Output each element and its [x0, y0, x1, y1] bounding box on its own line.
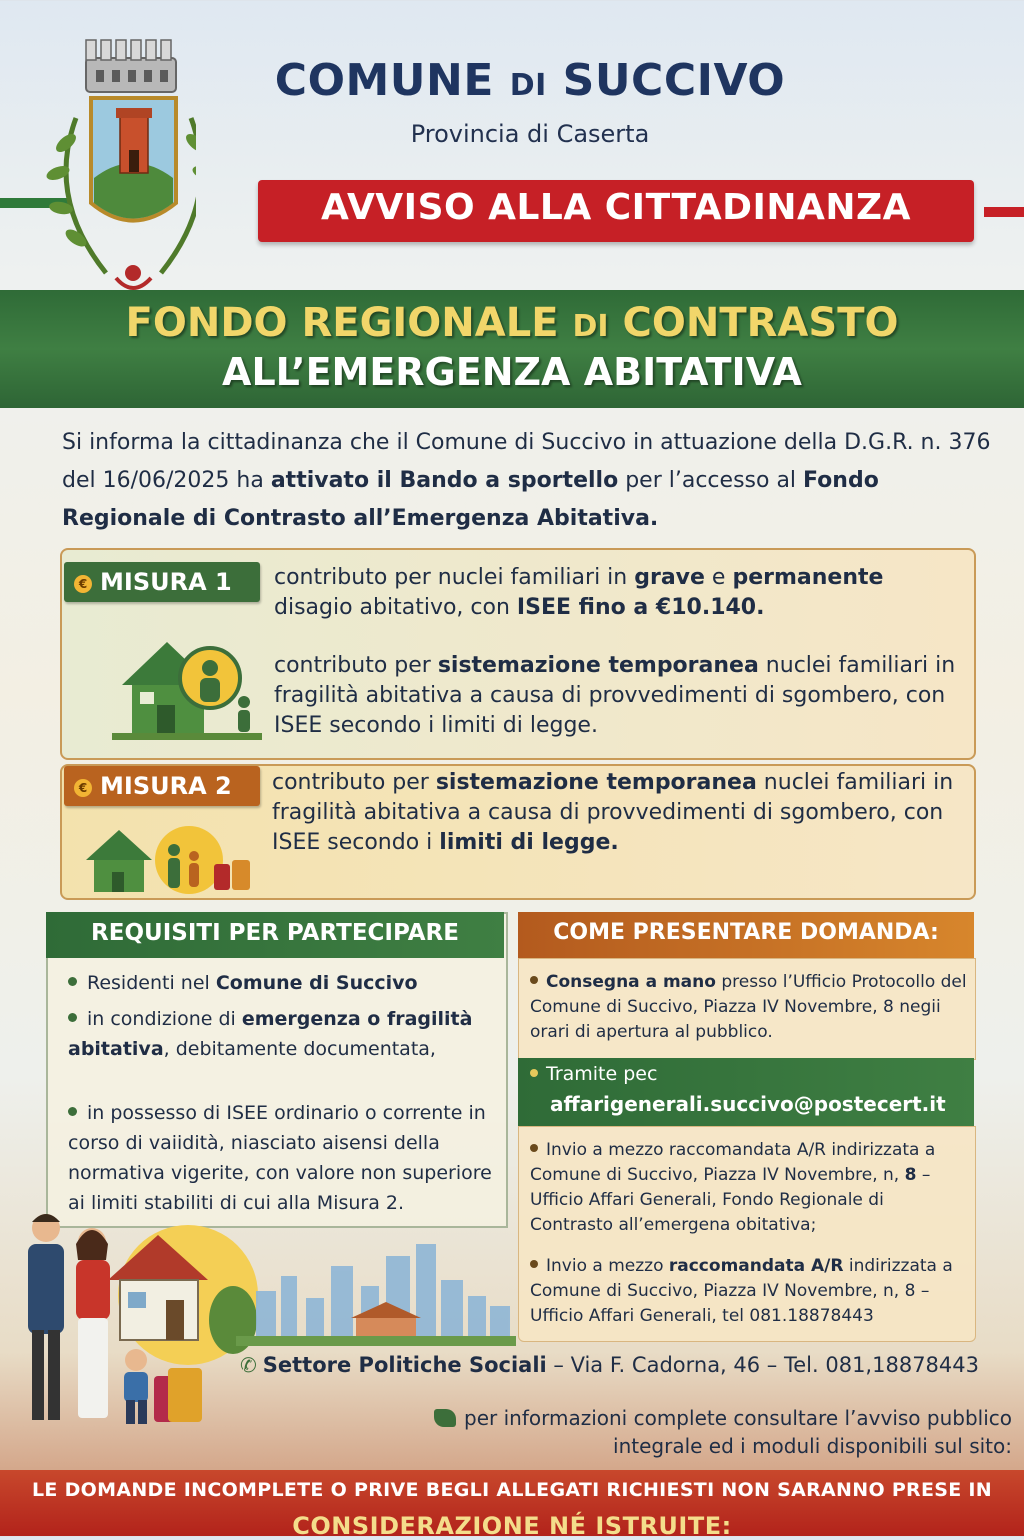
footer-warning-line2: CONSIDERAZIONE NÉ ISTRUITE:: [292, 1512, 732, 1540]
misura-1-description-a: [274, 563, 964, 623]
province-subtitle: Provincia di Caserta: [410, 120, 650, 148]
pec-email-link[interactable]: affarigenerali.succivo@postecert.it: [550, 1092, 946, 1116]
page-title: [250, 55, 810, 106]
m1a-bold-1: grave: [634, 565, 705, 590]
misura-2-description: [272, 768, 962, 858]
misura-2-badge: [64, 766, 260, 806]
city-skyline-illustration: [236, 1236, 516, 1346]
m1a-text-1: contributo per nuclei familiari in: [274, 565, 635, 590]
fund-title-part-c: CONTRASTO: [622, 300, 899, 346]
c1-bold: Consegna a mano: [546, 972, 716, 992]
euro-coin-icon: €: [74, 575, 92, 593]
requirement-item: [68, 968, 498, 998]
c3-text-2: – Ufficio Affari Generali, Fondo Regionale di Contrasto all’emergena obitativa;: [530, 1165, 931, 1235]
bullet-icon: [530, 976, 538, 984]
euro-coin-icon: €: [74, 779, 92, 797]
c4-text-1: Invio a mezzo: [546, 1256, 669, 1276]
flag-stripe-red: [984, 207, 1024, 217]
footer-warning-line1: LE DOMANDE INCOMPLETE O PRIVE BEGLI ALLEGATI RICHIESTI NON SARANNO PRESE IN: [31, 1479, 992, 1501]
c4-bold: raccomandata A/R: [668, 1256, 844, 1276]
req1-text: Residenti nel: [87, 972, 216, 994]
m2-text-2: nuclei familiari in fragilità abitativa a causa di provvedimenti di sgombero, con ISEE secondo i: [272, 770, 954, 855]
house-family-luggage-icon: [84, 820, 264, 894]
leaf-icon: [434, 1409, 456, 1427]
title-word-comune: COMUNE: [274, 55, 494, 106]
intro-bold-1: attivato il Bando a sportello: [270, 468, 619, 493]
m2-bold-2: limiti di legge.: [439, 830, 619, 855]
fund-title-line1: [0, 300, 1024, 346]
bullet-icon: [530, 1260, 538, 1268]
req3-text: in possesso di ISEE ordinario o corrente in corso di vaiidità, niasciato aisensi della normativa vigerite, con valore non superiore ai limiti stabiliti di cui alla Misura 2.: [68, 1102, 492, 1214]
family-house-illustration: [8, 1200, 268, 1440]
m1a-bold-3: ISEE fino a €10.140.: [516, 595, 765, 620]
bullet-icon: [68, 977, 77, 986]
m1a-bold-2: permanente: [732, 565, 884, 590]
c3-text-1: Invio a mezzo raccomandata A/R indirizzata a Comune di Succivo, Piazza IV Novembre, n,: [530, 1140, 936, 1185]
apply-method-registered-mail-2: [530, 1254, 970, 1329]
apply-method-pec-label: [530, 1063, 970, 1085]
pec-label: Tramite pec: [546, 1063, 658, 1085]
m1b-bold-1: sistemazione temporanea: [437, 653, 759, 678]
how-to-apply-title: COME PRESENTARE DOMANDA:: [553, 920, 939, 945]
misura-2-label: MISURA 2: [100, 772, 232, 800]
bullet-icon: [68, 1107, 77, 1116]
req2-bold: emergenza o fragilità abitativa: [68, 1008, 473, 1060]
bullet-icon: [68, 1013, 77, 1022]
misura-1-label: MISURA 1: [100, 568, 232, 596]
req1-bold: Comune di Succivo: [215, 972, 418, 994]
notice-heading: AVVISO ALLA CITTADINANZA: [321, 187, 911, 228]
c1-text: presso l’Ufficio Protocollo del Comune di Succivo, Piazza IV Novembre, 8 negii orari di apertura al pubblico.: [530, 972, 967, 1042]
info-text: per informazioni complete consultare l’avviso pubblico integrale ed i moduli disponibili sul sito:: [464, 1406, 1012, 1458]
contact-line: [240, 1353, 1010, 1377]
settore-text: – Via F. Cadorna, 46 – Tel. 081,18878443: [546, 1353, 979, 1377]
req2-text-2: , debitamente documentata,: [163, 1038, 436, 1060]
m1b-text-2: nuclei familiari in fragilità abitativa a causa di provvedimenti di sgombero, con ISEE secondo i limiti di legge.: [274, 653, 956, 738]
house-family-icon: [112, 630, 262, 740]
c3-bold: 8: [904, 1165, 917, 1185]
m1a-text-2: e: [704, 565, 733, 590]
municipal-crest-icon: [36, 28, 196, 298]
intro-bold-2: Fondo Regionale di Contrasto all’Emergenza Abitativa.: [62, 468, 879, 531]
intro-text-2: per l’accesso al: [618, 468, 804, 493]
intro-text-1: Si informa la cittadinanza che il Comune di Succivo in attuazione della D.G.R. n. 376 del 16/06/2025 ha: [62, 430, 991, 493]
m2-bold-1: sistemazione temporanea: [435, 770, 757, 795]
intro-paragraph: [62, 424, 992, 538]
fund-title-part-b: DI: [572, 309, 609, 344]
title-word-di: DI: [509, 68, 547, 103]
req2-text-1: in condizione di: [87, 1008, 242, 1030]
c4-text-2: indirizzata a Comune di Succivo, Piazza IV Novembre, n, 8 – Ufficio Affari Generali, tel 081.18878443: [530, 1256, 953, 1326]
apply-method-registered-mail-1: [530, 1138, 970, 1238]
requirements-title: REQUISITI PER PARTECIPARE: [91, 920, 459, 946]
requirement-item: [68, 1004, 498, 1064]
apply-method-hand-delivery: [530, 970, 970, 1045]
bullet-icon: [530, 1069, 538, 1077]
info-line: [412, 1404, 1012, 1460]
fund-title-part-a: FONDO REGIONALE: [125, 300, 559, 346]
fund-title-line2: ALL’EMERGENZA ABITATIVA: [222, 350, 802, 394]
m2-text-1: contributo per: [272, 770, 436, 795]
title-word-succivo: SUCCIVO: [562, 55, 786, 106]
settore-bold: Settore Politiche Sociali: [262, 1353, 547, 1377]
m1b-text-1: contributo per: [274, 653, 438, 678]
phone-icon: ✆: [240, 1353, 257, 1377]
m1a-text-3: disagio abitativo, con: [274, 595, 517, 620]
bullet-icon: [530, 1144, 538, 1152]
misura-1-badge: [64, 562, 260, 602]
misura-1-description-b: [274, 651, 964, 741]
